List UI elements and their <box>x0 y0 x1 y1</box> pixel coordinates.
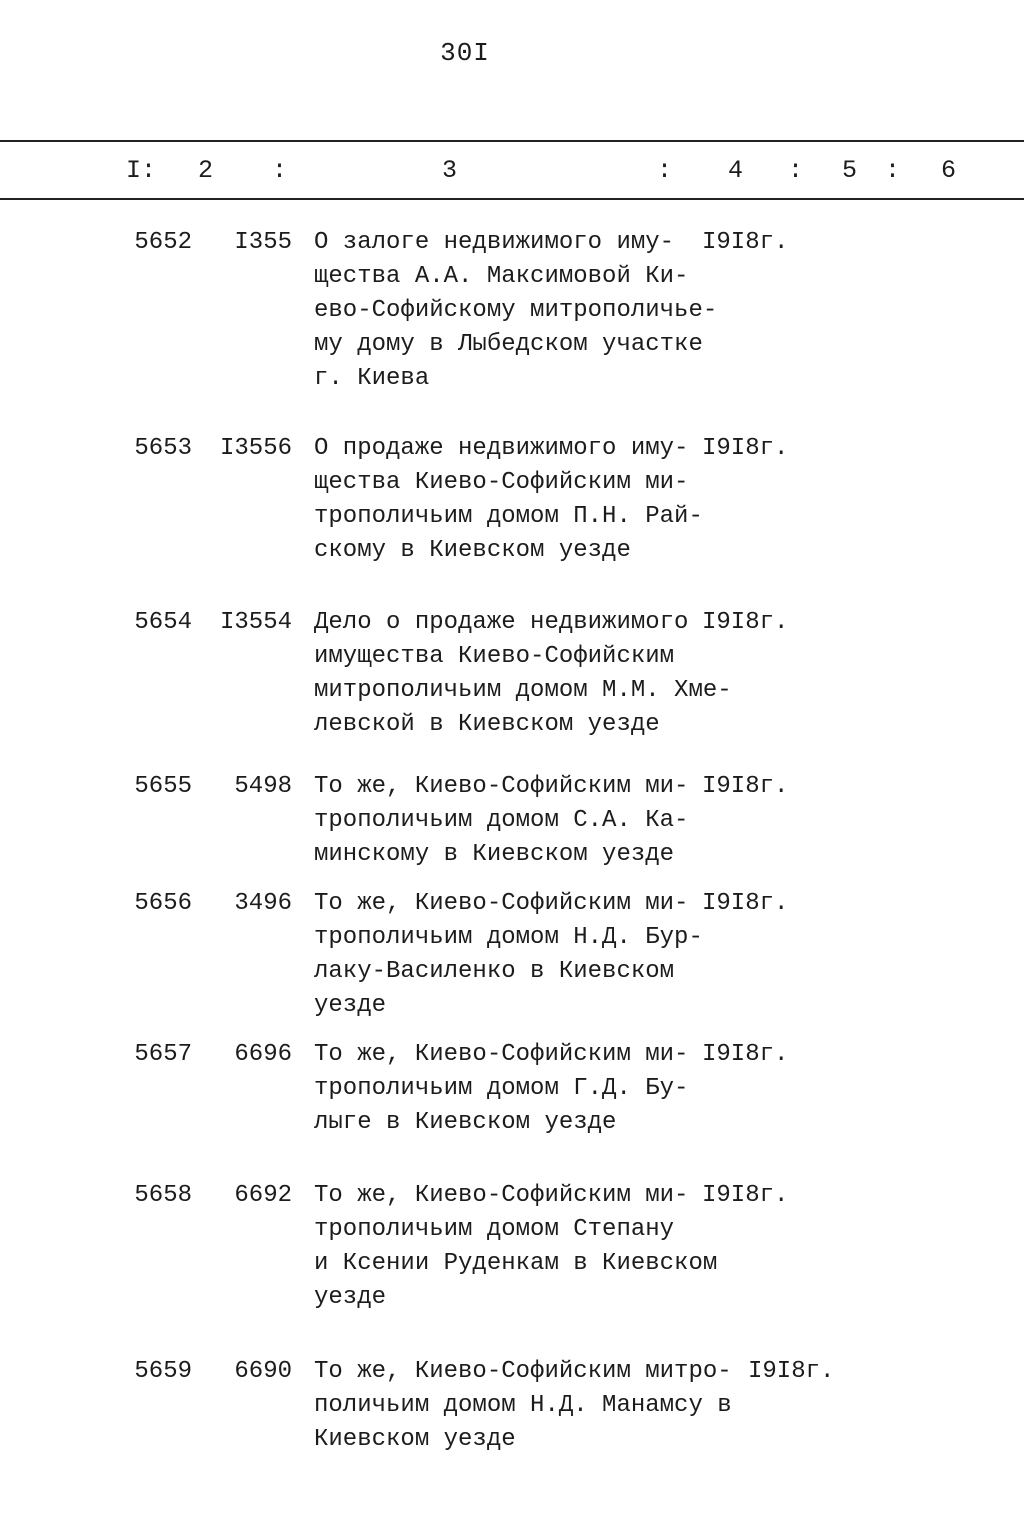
old-number: I3556 <box>219 435 292 462</box>
title-line: трополичьим домом С.А. Ка- <box>314 807 689 834</box>
header-top-rule <box>0 140 1024 142</box>
title-line: То же, Киево-Софийским ми- <box>314 1182 689 1209</box>
item-year: I9I8г. <box>702 773 789 800</box>
title-line: уезде <box>314 1284 387 1311</box>
title-line: трополичьим домом Г.Д. Бу- <box>314 1075 689 1102</box>
header-separator-1: : <box>272 156 288 185</box>
old-number: 5498 <box>234 773 292 800</box>
header-col-5: 5 <box>842 156 858 185</box>
item-year: I9I8г. <box>702 229 789 256</box>
title-line: уезде <box>314 992 387 1019</box>
title-line: То же, Киево-Софийским ми- <box>314 773 689 800</box>
header-col-4: 4 <box>728 156 744 185</box>
item-year: I9I8г. <box>702 609 789 636</box>
item-year: I9I8г. <box>702 1182 789 1209</box>
header-col-1: I: <box>126 156 157 185</box>
item-year: I9I8г. <box>702 435 789 462</box>
old-number: 6696 <box>234 1041 292 1068</box>
item-title <box>314 226 718 396</box>
header-separator-2: : <box>657 156 673 185</box>
title-line: щества А.А. Максимовой Ки- <box>314 263 689 290</box>
item-number: 5655 <box>134 773 192 800</box>
title-line: г. Киева <box>314 365 430 392</box>
item-number: 5654 <box>134 609 192 636</box>
title-line: трополичьим домом Степану <box>314 1216 675 1243</box>
item-title <box>314 1355 754 1457</box>
header-col-2: 2 <box>198 156 214 185</box>
title-line: и Ксении Руденкам в Киевском <box>314 1250 718 1277</box>
title-line: О продаже недвижимого иму- <box>314 435 689 462</box>
title-line: лыге в Киевском уезде <box>314 1109 617 1136</box>
title-line: митрополичьим домом М.М. Хме- <box>314 677 732 704</box>
title-line: минскому в Киевском уезде <box>314 841 675 868</box>
page-number: 30I <box>440 38 490 68</box>
old-number: 6692 <box>234 1182 292 1209</box>
title-line: трополичьим домом П.Н. Рай- <box>314 503 703 530</box>
item-title <box>314 1179 718 1315</box>
item-title <box>314 1038 714 1140</box>
title-line: щества Киево-Софийским ми- <box>314 469 689 496</box>
item-year: I9I8г. <box>748 1358 835 1385</box>
old-number: 3496 <box>234 890 292 917</box>
title-line: му дому в Лыбедском участке <box>314 331 703 358</box>
title-line: О залоге недвижимого иму- <box>314 229 675 256</box>
item-title <box>314 432 714 568</box>
item-number: 5657 <box>134 1041 192 1068</box>
old-number: 6690 <box>234 1358 292 1385</box>
title-line: скому в Киевском уезде <box>314 537 631 564</box>
item-title <box>314 770 714 872</box>
title-line: левской в Киевском уезде <box>314 711 660 738</box>
title-line: лаку-Василенко в Киевском <box>314 958 675 985</box>
old-number: I3554 <box>219 609 292 636</box>
header-col-6: 6 <box>941 156 957 185</box>
item-title <box>314 887 714 1023</box>
title-line: То же, Киево-Софийским ми- <box>314 890 689 917</box>
item-number: 5652 <box>134 229 192 256</box>
title-line: имущества Киево-Софийским <box>314 643 675 670</box>
header-separator-3: : <box>788 156 804 185</box>
old-number: I355 <box>234 229 292 256</box>
item-year: I9I8г. <box>702 890 789 917</box>
title-line: Дело о продаже недвижимого <box>314 609 689 636</box>
title-line: поличьим домом Н.Д. Манамсу в <box>314 1392 732 1419</box>
title-line: Киевском уезде <box>314 1426 516 1453</box>
title-line: То же, Киево-Софийским митро- <box>314 1358 732 1385</box>
item-title <box>314 606 732 742</box>
title-line: трополичьим домом Н.Д. Бур- <box>314 924 703 951</box>
title-line: То же, Киево-Софийским ми- <box>314 1041 689 1068</box>
item-number: 5656 <box>134 890 192 917</box>
item-number: 5653 <box>134 435 192 462</box>
header-bottom-rule <box>0 198 1024 200</box>
item-number: 5658 <box>134 1182 192 1209</box>
header-col-3: 3 <box>442 156 458 185</box>
item-year: I9I8г. <box>702 1041 789 1068</box>
header-separator-4: : <box>885 156 901 185</box>
item-number: 5659 <box>134 1358 192 1385</box>
title-line: ево-Софийскому митрополичье- <box>314 297 718 324</box>
